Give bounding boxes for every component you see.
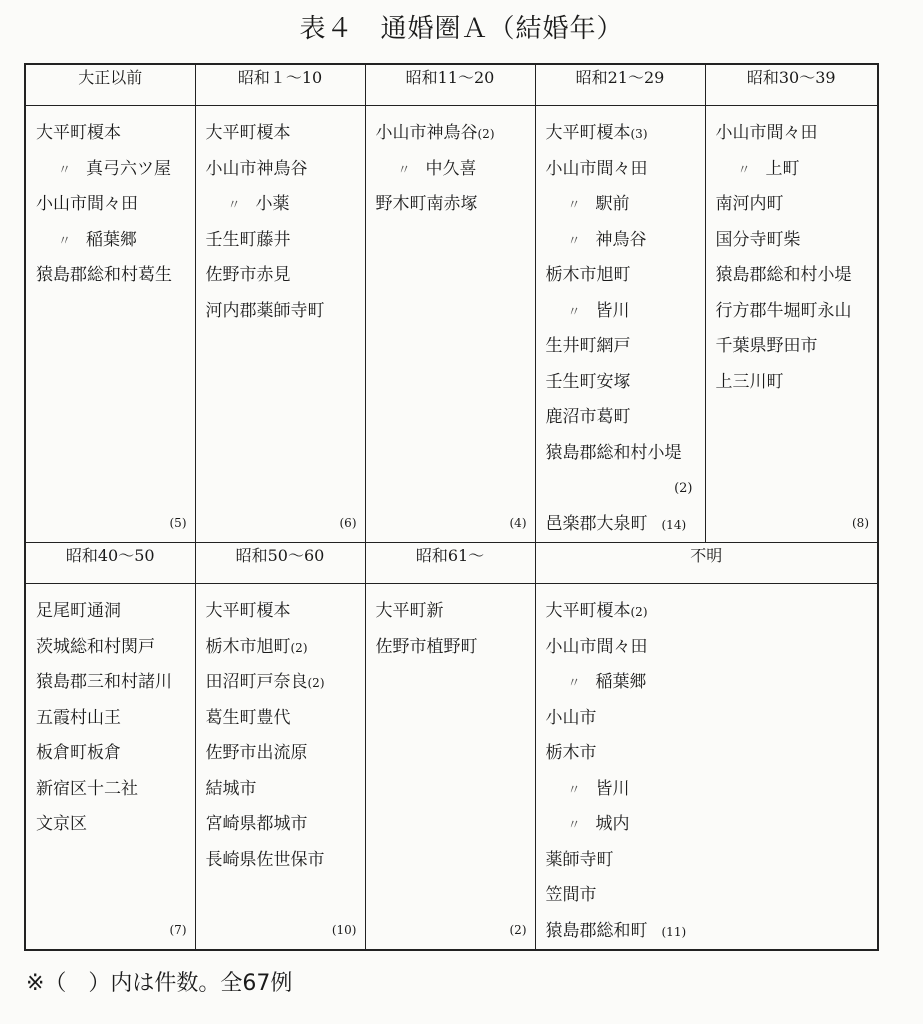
place-item (716, 223, 874, 259)
place-item (546, 329, 701, 365)
period-total: (7) (169, 923, 187, 937)
place-name: 皆川 (595, 778, 630, 799)
place-item (206, 223, 361, 259)
place-name: 栃木市旭町 (545, 265, 631, 285)
place-name: 葛生町豊代 (205, 707, 291, 728)
period-header: 昭和40～50 (25, 543, 195, 584)
place-item (206, 736, 361, 772)
place-name: 薬師寺町 (545, 849, 614, 870)
place-name: 宮崎県都城市 (205, 814, 308, 834)
ditto-mark: 〃 (58, 233, 72, 249)
period-cell (195, 106, 365, 543)
place-item (546, 116, 701, 152)
place-item (546, 630, 874, 666)
place-item (716, 152, 874, 188)
place-item (36, 701, 191, 737)
place-name: 猿島郡総和村小堤 (715, 265, 852, 285)
place-name: 小山市 (545, 707, 597, 728)
place-name: 生井町網戸 (545, 336, 631, 356)
place-item (546, 736, 874, 772)
place-name: 河内郡薬師寺町 (205, 300, 325, 321)
place-name: 文京区 (36, 814, 87, 834)
place-name: 稲葉郷 (595, 672, 647, 692)
place-item (206, 294, 361, 330)
place-item (36, 187, 191, 223)
period-cell (25, 106, 195, 543)
period-cell (25, 584, 195, 951)
place-item (546, 701, 874, 737)
place-name: 小薬 (255, 194, 290, 214)
place-item (206, 258, 361, 294)
place-name: 栃木市旭町 (205, 636, 291, 657)
place-name: 佐野市植野町 (375, 636, 478, 657)
place-name: 五霞村山王 (36, 707, 121, 728)
period-cell (365, 584, 535, 951)
place-item (206, 152, 361, 188)
place-item (716, 294, 874, 330)
period-total: (5) (169, 516, 187, 530)
place-name: 小山市神鳥谷 (205, 158, 308, 179)
place-list (706, 106, 878, 400)
place-name: 千葉県野田市 (715, 336, 818, 356)
period-cell (365, 106, 535, 543)
place-name: 大平町新 (375, 601, 444, 621)
place-item (546, 507, 701, 543)
place-name: 小山市神鳥谷 (375, 123, 478, 143)
period-header: 昭和61～ (365, 543, 535, 584)
place-name: 城内 (595, 814, 630, 834)
place-list (196, 106, 365, 329)
place-list (536, 106, 705, 542)
place-list (366, 584, 535, 665)
ditto-mark: 〃 (567, 782, 581, 798)
place-name: 大平町榎本 (36, 123, 121, 143)
period-total: (4) (509, 516, 527, 530)
place-item (546, 400, 701, 436)
table-title: 表４ 通婚圏Ａ（結婚年） (299, 14, 624, 44)
marriage-area-table (24, 63, 879, 951)
place-item (546, 878, 874, 914)
place-name: 野木町南赤塚 (375, 194, 478, 214)
period-total: (6) (339, 516, 357, 530)
place-name: 壬生町安塚 (545, 371, 631, 392)
place-name: 大平町榎本 (205, 601, 291, 621)
place-name: 行方郡牛堀町永山 (715, 300, 852, 321)
period-total: (2) (509, 923, 527, 937)
place-count: (2) (674, 481, 693, 496)
place-name: 長崎県佐世保市 (205, 849, 325, 870)
place-item (546, 365, 701, 401)
place-count: (2) (290, 640, 308, 655)
place-item (206, 772, 361, 808)
place-name: 大平町榎本 (545, 123, 631, 143)
place-item (376, 187, 531, 223)
place-item (376, 630, 531, 666)
place-item (546, 258, 701, 294)
period-header: 大正以前 (25, 64, 195, 106)
place-item (36, 594, 191, 630)
place-item (376, 152, 531, 188)
place-item (716, 258, 874, 294)
place-list (536, 584, 878, 949)
place-item (546, 843, 874, 879)
period-header: 昭和50～60 (195, 543, 365, 584)
place-item (36, 736, 191, 772)
footnote: ※（ ）内は件数。全67例 (26, 971, 293, 996)
place-item (36, 116, 191, 152)
period-cell (535, 106, 705, 543)
place-name: 茨城総和村関戸 (36, 636, 155, 657)
period-total: (8) (852, 516, 869, 530)
ditto-mark: 〃 (567, 198, 581, 213)
place-list (196, 584, 365, 878)
place-item (36, 258, 191, 294)
place-name: 神鳥谷 (595, 229, 647, 250)
place-item (36, 630, 191, 666)
place-item (206, 807, 361, 843)
place-name: 足尾町通洞 (36, 601, 121, 621)
ditto-mark: 〃 (567, 676, 581, 691)
place-name: 田沼町戸奈良 (205, 672, 308, 692)
place-name: 壬生町藤井 (205, 229, 291, 250)
place-name: 真弓六ツ屋 (86, 158, 171, 179)
place-item (206, 665, 361, 701)
place-item (546, 223, 701, 259)
place-item (716, 329, 874, 365)
place-name: 猿島郡総和町 (545, 920, 648, 941)
period-cell (705, 106, 878, 543)
place-item (546, 594, 874, 630)
place-name: 中久喜 (425, 158, 477, 179)
period-cell (195, 584, 365, 951)
place-item (376, 594, 531, 630)
place-name: 結城市 (205, 778, 257, 799)
place-item (206, 116, 361, 152)
place-item (206, 701, 361, 737)
place-item (716, 187, 874, 223)
period-header: 昭和11～20 (365, 64, 535, 106)
place-item (376, 116, 531, 152)
place-name: 国分寺町柴 (715, 229, 801, 250)
ditto-mark: 〃 (567, 233, 581, 249)
place-name: 新宿区十二社 (36, 778, 138, 799)
place-count: (2) (307, 676, 325, 690)
place-name: 佐野市赤見 (205, 265, 291, 285)
place-item (36, 807, 191, 843)
place-name: 邑楽郡大泉町 (545, 513, 648, 534)
ditto-mark: 〃 (567, 304, 581, 320)
place-item (716, 116, 874, 152)
place-item (36, 152, 191, 188)
period-total: (14) (661, 517, 687, 532)
place-list (366, 106, 535, 223)
place-count: (2) (630, 605, 648, 619)
place-name: 南河内町 (715, 194, 784, 214)
period-header: 昭和30～39 (705, 64, 878, 106)
place-item (546, 914, 874, 950)
place-name: 佐野市出流原 (205, 743, 308, 763)
period-header: 昭和21～29 (535, 64, 705, 106)
place-item (206, 187, 361, 223)
place-name: 駅前 (595, 194, 630, 214)
place-count: (2) (477, 127, 495, 141)
place-name: 笠間市 (545, 885, 597, 905)
place-name: 小山市間々田 (545, 158, 648, 179)
place-list (26, 106, 195, 294)
place-name: 大平町榎本 (205, 123, 291, 143)
place-name: 猿島郡総和村葛生 (36, 265, 172, 285)
place-name: 皆川 (595, 300, 630, 321)
period-total: (10) (331, 923, 357, 937)
place-item (546, 152, 701, 188)
period-header: 昭和１～10 (195, 64, 365, 106)
place-item (546, 187, 701, 223)
place-item (546, 294, 701, 330)
place-name: 猿島郡総和村小堤 (545, 442, 682, 463)
place-item (36, 223, 191, 259)
place-item (546, 772, 874, 808)
place-name: 小山市間々田 (545, 636, 648, 657)
place-name: 鹿沼市葛町 (545, 407, 631, 427)
place-name: 上三川町 (715, 371, 784, 392)
place-item (546, 436, 701, 472)
ditto-mark: 〃 (737, 162, 751, 178)
place-item (716, 365, 874, 401)
place-name: 稲葉郷 (86, 229, 137, 250)
place-item (206, 594, 361, 630)
place-item (36, 665, 191, 701)
place-item (36, 772, 191, 808)
ditto-mark: 〃 (567, 818, 581, 833)
period-cell (535, 584, 878, 951)
place-name: 小山市間々田 (715, 123, 818, 143)
place-name: 板倉町板倉 (36, 743, 121, 763)
place-name: 小山市間々田 (36, 194, 138, 214)
ditto-mark: 〃 (397, 162, 411, 178)
place-item (206, 843, 361, 879)
place-name: 上町 (765, 158, 800, 179)
place-name: 大平町榎本 (545, 601, 631, 621)
place-item (546, 665, 874, 701)
place-name: 猿島郡三和村諸川 (36, 672, 172, 692)
ditto-mark: 〃 (58, 162, 72, 178)
place-item (206, 630, 361, 666)
place-count: (3) (630, 127, 648, 141)
place-name: 栃木市 (545, 743, 597, 763)
period-header: 不明 (535, 543, 878, 584)
place-list (26, 584, 195, 843)
period-total: (11) (661, 924, 687, 939)
ditto-mark: 〃 (227, 198, 241, 213)
place-item (546, 807, 874, 843)
